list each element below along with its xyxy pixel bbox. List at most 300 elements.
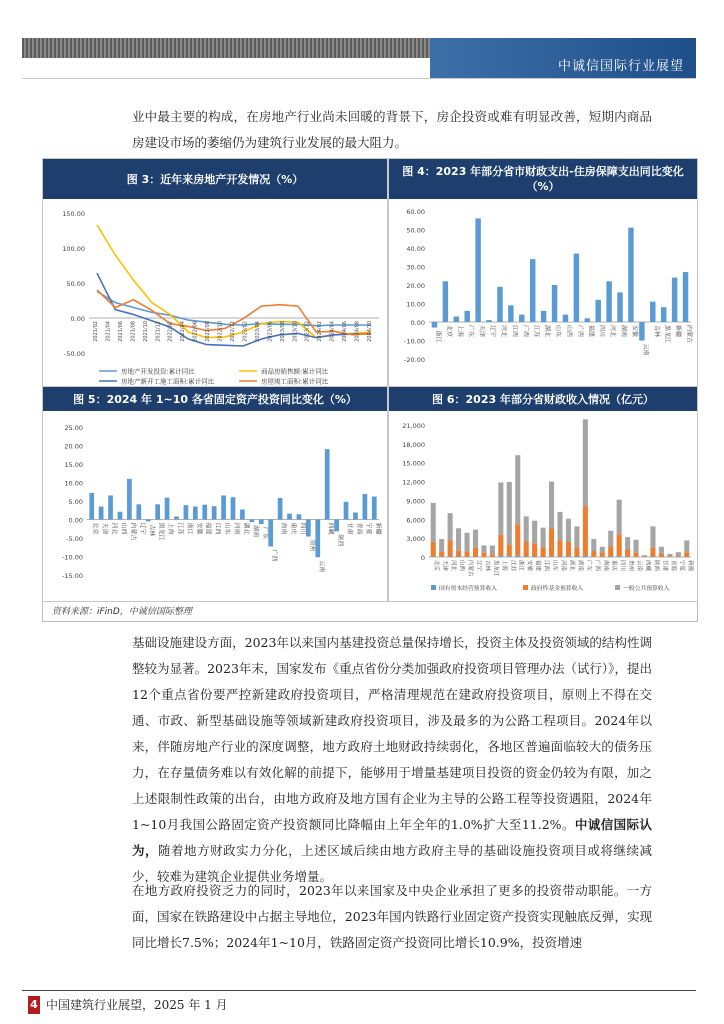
y-tick-label: 5.00 — [68, 498, 83, 506]
x-tick-label: 上海 — [167, 522, 175, 535]
page-number: 4 — [28, 996, 40, 1014]
x-tick-label: 广东 — [261, 526, 269, 539]
y-tick-label: -10.00 — [62, 553, 83, 562]
bar-北京-2 — [431, 542, 436, 556]
bar-天津-2 — [439, 552, 444, 557]
x-tick-label: 海南 — [280, 522, 288, 535]
bar-湖北-3 — [566, 519, 571, 542]
y-tick-label: 20.00 — [64, 442, 83, 451]
x-tick-label: 安徽 — [195, 522, 203, 535]
x-tick-label: 江苏 — [176, 522, 184, 535]
x-tick-label: 2021/06 — [117, 321, 124, 342]
y-tick-label: 40.00 — [406, 245, 425, 253]
x-tick-label: 2021/04 — [105, 321, 112, 342]
bar-广西-2 — [591, 551, 596, 557]
bar-新疆 — [372, 497, 377, 520]
x-tick-label: 吉林 — [483, 560, 490, 572]
x-tick-label: 北京 — [91, 522, 99, 535]
bar-四川 — [297, 514, 302, 519]
bar-湖北 — [541, 311, 546, 322]
bar-浙江-3 — [515, 455, 520, 524]
y-tick-label: -5.00 — [66, 535, 83, 543]
bar-宁夏 — [363, 494, 368, 520]
bar-广西 — [268, 520, 273, 547]
bar-湖北 — [240, 510, 245, 520]
x-tick-label: 甘肃 — [346, 522, 354, 535]
header-title: 中诚信国际行业展望 — [557, 59, 684, 74]
bar-云南-3 — [634, 540, 639, 553]
x-tick-label: 2024/06 — [342, 321, 349, 342]
bar-四川-2 — [617, 534, 622, 556]
x-tick-label: 浙江 — [517, 560, 524, 572]
chart-6-title: 图 6：2023 年部分省财政收入情况（亿元） — [389, 387, 697, 411]
x-tick-label: 2022/06 — [192, 321, 199, 342]
y-tick-label: -50.00 — [64, 350, 85, 358]
x-tick-label: 河北 — [110, 522, 118, 535]
legend-label: 一般公共预算收入 — [623, 586, 670, 592]
x-tick-label: 2024/02 — [317, 321, 324, 342]
x-tick-label: 广西 — [576, 325, 584, 338]
x-tick-label: 上海 — [500, 560, 507, 572]
x-tick-label: 湖北 — [242, 522, 250, 535]
bar-北京 — [443, 281, 448, 322]
bar-安徽-2 — [524, 541, 529, 556]
bar-海南-2 — [600, 552, 605, 556]
y-tick-label: 20.00 — [406, 282, 425, 290]
x-tick-label: 2023/12 — [304, 321, 311, 342]
x-tick-label: 辽宁 — [489, 325, 497, 338]
x-tick-label: 河北 — [609, 325, 617, 338]
bar-广东 — [259, 520, 264, 524]
bar-青海-3 — [667, 554, 672, 557]
x-tick-label: 陕西 — [336, 534, 344, 547]
series-line-2 — [97, 225, 371, 338]
x-tick-label: 贵州 — [627, 560, 634, 572]
bar-上海-3 — [498, 483, 503, 535]
y-tick-label: 12,000 — [402, 478, 425, 487]
x-tick-label: 广西 — [270, 549, 278, 562]
bar-青海-2 — [667, 556, 672, 557]
bar-天津 — [475, 218, 480, 322]
x-tick-label: 湖北 — [543, 325, 551, 338]
bar-浙江 — [184, 505, 189, 519]
y-tick-label: 6,000 — [406, 516, 425, 525]
bar-广东-2 — [583, 506, 588, 556]
bar-广东-1 — [583, 556, 588, 557]
bar-福建-2 — [532, 543, 537, 556]
x-tick-label: 新疆 — [374, 522, 382, 535]
bar-湖南 — [617, 292, 622, 322]
x-tick-label: 江苏 — [532, 325, 540, 338]
bar-广东-3 — [583, 419, 588, 506]
x-tick-label: 湖南 — [251, 525, 259, 538]
bar-内蒙古-2 — [464, 552, 469, 557]
x-tick-label: 北京 — [433, 560, 440, 572]
x-tick-label: 新疆 — [674, 325, 682, 338]
x-tick-label: 陕西 — [652, 560, 659, 572]
bar-安徽-3 — [524, 516, 529, 541]
x-tick-label: 内蒙古 — [467, 560, 474, 577]
bar-江苏-3 — [507, 482, 512, 544]
x-tick-label: 广东 — [585, 560, 592, 572]
legend-label: 房地产开发投资:累计同比 — [121, 367, 195, 376]
x-tick-label: 四川 — [598, 325, 606, 338]
bar-上海-1 — [498, 556, 503, 557]
bar-浙江-1 — [515, 556, 520, 557]
bar-黑龙江-3 — [490, 545, 495, 554]
footer-text: 中国建筑行业展望，2025 年 1 月 — [46, 998, 228, 1012]
y-tick-label: 100.00 — [62, 245, 85, 253]
bar-贵州-3 — [625, 537, 630, 549]
bar-新疆 — [672, 278, 677, 322]
x-tick-label: 内蒙古 — [129, 522, 137, 541]
bar-广西 — [519, 315, 524, 322]
bar-云南 — [315, 520, 320, 558]
bar-江西-2 — [541, 547, 546, 556]
x-tick-label: 江苏 — [509, 560, 516, 572]
x-tick-label: 2023/06 — [267, 321, 274, 342]
x-tick-label: 内蒙古 — [685, 325, 693, 344]
bar-北京 — [89, 493, 94, 520]
bar-江苏-2 — [507, 544, 512, 556]
x-tick-label: 吉林 — [148, 524, 156, 537]
bar-江西 — [212, 506, 217, 519]
y-tick-label: 9,000 — [406, 497, 425, 506]
bar-山东 — [221, 495, 226, 519]
x-tick-label: 湖南 — [576, 560, 583, 572]
bar-广西-3 — [591, 539, 596, 551]
x-tick-label: 青海 — [669, 560, 676, 572]
bar-陕西-2 — [650, 548, 655, 557]
bar-黑龙江 — [661, 307, 666, 322]
bar-上海 — [165, 498, 170, 520]
bar-广东 — [464, 311, 469, 322]
x-tick-label: 江西 — [543, 560, 550, 572]
bar-河南-3 — [557, 512, 562, 540]
y-tick-label: 18,000 — [402, 440, 425, 449]
para1-tail: 随着地方财政实力分化，上述区域后续由地方政府主导的基础设施投资项目或将继续减少，较难为建筑企业提供业务增量。 — [132, 843, 652, 884]
chart-4-svg — [389, 199, 697, 387]
bar-湖北-2 — [566, 542, 571, 556]
bar-上海 — [454, 316, 459, 322]
bar-吉林 — [146, 520, 151, 522]
bar-河北-2 — [448, 540, 453, 556]
x-tick-label: 新疆 — [686, 560, 693, 572]
y-tick-label: 25.00 — [64, 424, 83, 432]
bar-甘肃 — [344, 502, 349, 520]
x-tick-label: 广西 — [593, 560, 600, 572]
bar-江苏 — [174, 517, 179, 520]
x-tick-label: 2021/12 — [155, 321, 162, 342]
bar-辽宁 — [136, 504, 141, 519]
chart-3-svg — [43, 199, 387, 387]
y-tick-label: -20.00 — [404, 356, 425, 364]
legend-label: 商品房销售额:累计同比 — [261, 367, 329, 376]
x-tick-label: 西藏 — [644, 560, 651, 572]
x-tick-label: 福建 — [587, 325, 595, 338]
bar-山西 — [563, 315, 568, 322]
legend-label: 房屋竣工面积:累计同比 — [261, 377, 329, 386]
legend-label: 政府性基金预算收入 — [531, 586, 584, 592]
bar-海南 — [278, 498, 283, 519]
legend-swatch — [523, 585, 528, 590]
x-tick-label: 山东 — [554, 325, 562, 338]
bar-陕西 — [334, 520, 339, 532]
bar-河北-1 — [448, 556, 453, 557]
x-tick-label: 2022/02 — [167, 321, 174, 342]
y-tick-label: 21,000 — [402, 422, 425, 430]
legend-label: 国有资本经营预算收入 — [439, 586, 497, 592]
bar-天津 — [99, 507, 104, 520]
x-tick-label: 上海 — [456, 325, 464, 338]
bar-黑龙江 — [155, 504, 160, 519]
bar-内蒙古 — [683, 272, 688, 322]
bar-河北 — [497, 287, 502, 322]
bar-江西 — [508, 305, 513, 322]
y-tick-label: 50.00 — [406, 226, 425, 235]
para1-text: 基础设施建设方面，2023年以来国内基建投资总量保持增长，投资主体及投资领域的结构性调整较为显著。2023年末，国家发布《重点省份分类加强政府投资项目管理办法（试行）》，提出12个重点省份要严控新建政府投资项目，严格清理规范在建政府投资项目，原则上不得在交通、市政、新型基础设施等领域新建政府投资项目，涉及最多的为公路工程项目。2024年以来，伴随房地产行业的深度调整，地方政府土地财政持续弱化，各地区普遍面临较大的债务压力，在存量债务难以有效化解的前提下，能够用于增量基建项目投资的资金仍较为有限，加之上述限制性政策的出台，由地方政府及地方国有企业为主导的公路工程等投资遇阻，2024年1~10月我国公路固定资产投资额同比降幅由上年全年的1.0%扩大至11.2%。 — [132, 635, 652, 832]
series-line-1 — [97, 291, 371, 325]
bar-广西 — [574, 254, 579, 322]
x-tick-label: 2023/04 — [254, 321, 261, 342]
y-tick-label: 60.00 — [406, 208, 425, 216]
x-tick-label: 云南 — [641, 343, 649, 356]
x-tick-label: 浙江 — [185, 522, 193, 535]
chart-6-svg — [389, 411, 697, 601]
bar-甘肃-2 — [659, 554, 664, 557]
x-tick-label: 甘肃 — [661, 560, 668, 572]
bar-山西-2 — [456, 550, 461, 556]
body-paragraph-2: 在地方政府投资乏力的同时，2023年以来国家及中央企业承担了更多的投资带动职能。一方面，国家在铁路建设中占据主导地位，2023年国内铁路行业固定资产投资实现触底反弹，实现同比增长7.5%；2024年1~10月，铁路固定资产投资同比增长10.9%，投资增速 — [132, 883, 652, 950]
x-tick-label: 天津 — [101, 522, 109, 535]
x-tick-label: 河南 — [560, 560, 566, 572]
y-tick-label: 15.00 — [64, 461, 83, 469]
bar-辽宁 — [486, 320, 491, 322]
x-tick-label: 云南 — [636, 560, 643, 572]
bar-河北-3 — [448, 513, 453, 540]
x-tick-label: 河北 — [450, 560, 457, 572]
chart-4-title: 图 4：2023 年部分省市财政支出-住房保障支出同比变化（%） — [389, 159, 697, 199]
x-tick-label: 青海 — [355, 522, 363, 535]
bar-甘肃-3 — [659, 547, 664, 554]
figure-source: 资料来源：iFinD，中诚信国际整理 — [52, 607, 192, 617]
x-tick-label: 黑龙江 — [492, 560, 499, 577]
x-tick-label: 湖北 — [568, 560, 575, 572]
x-tick-label: 2022/12 — [230, 321, 236, 342]
bar-贵州 — [306, 520, 311, 537]
bar-河南-1 — [557, 556, 562, 557]
x-tick-label: 广西 — [521, 325, 529, 338]
bar-新疆-2 — [684, 552, 689, 556]
bar-辽宁-3 — [473, 530, 478, 548]
bar-云南-2 — [634, 553, 639, 557]
x-tick-label: 黑龙江 — [157, 522, 165, 541]
bar-宁夏-2 — [676, 556, 681, 557]
para1-highlight: 中诚信国际认为， — [132, 817, 652, 858]
x-tick-label: 2024/04 — [329, 321, 336, 342]
x-tick-label: 福建 — [204, 522, 212, 535]
footer-divider — [22, 990, 696, 991]
bar-北京-3 — [431, 503, 436, 542]
y-tick-label: 150.00 — [62, 210, 85, 218]
bar-福建 — [585, 318, 590, 322]
x-tick-label: 2021/10 — [142, 321, 149, 342]
y-tick-label: 0.00 — [410, 319, 425, 327]
bar-重庆-1 — [608, 556, 613, 557]
bar-山西 — [118, 512, 123, 520]
bar-安徽 — [628, 228, 633, 322]
bar-河北 — [606, 281, 611, 322]
bar-宁夏-3 — [676, 552, 681, 555]
bar-重庆-2 — [608, 546, 613, 556]
x-tick-label: 江西 — [214, 522, 222, 535]
bar-湖北-1 — [566, 556, 571, 557]
bar-江苏 — [530, 259, 535, 322]
x-tick-label: 福建 — [534, 560, 541, 572]
x-tick-label: 西藏 — [327, 522, 335, 535]
bar-四川-1 — [617, 556, 622, 557]
y-tick-label: 50.00 — [66, 280, 85, 288]
x-tick-label: 海南 — [602, 560, 609, 572]
bar-内蒙古 — [127, 479, 132, 520]
x-tick-label: 吉林 — [652, 325, 660, 338]
body-paragraph-1 — [132, 630, 652, 890]
x-tick-label: 重庆 — [289, 522, 297, 535]
x-tick-label: 2022/10 — [217, 321, 224, 342]
bar-山东-2 — [549, 528, 554, 556]
y-tick-label: 0 — [420, 554, 425, 562]
bar-云南 — [639, 322, 644, 341]
bar-河南 — [231, 497, 236, 519]
bar-重庆 — [287, 514, 292, 520]
y-tick-label: 3,000 — [406, 535, 425, 544]
bar-浙江-2 — [515, 524, 520, 555]
bar-山东 — [552, 285, 557, 322]
y-tick-label: 10.00 — [406, 300, 425, 309]
bar-西藏 — [325, 449, 330, 519]
x-tick-label: 辽宁 — [475, 560, 482, 572]
bar-重庆-3 — [608, 531, 613, 547]
x-tick-label: 2023/02 — [242, 321, 249, 342]
bar-辽宁-2 — [473, 548, 478, 557]
x-tick-label: 云南 — [317, 560, 325, 573]
x-tick-label: 河北 — [499, 325, 507, 338]
legend-label: 房地产新开工施工面积:累计同比 — [121, 377, 215, 386]
bar-湖南-2 — [574, 547, 579, 556]
bar-上海-2 — [498, 535, 503, 556]
x-tick-label: 湖南 — [620, 325, 628, 338]
x-tick-label: 安徽 — [630, 325, 638, 338]
legend-swatch — [615, 585, 620, 590]
bar-山东-3 — [549, 482, 554, 529]
x-tick-label: 贵州 — [308, 539, 316, 552]
chart-3-title: 图 3：近年来房地产开发情况（%） — [43, 159, 387, 199]
bar-吉林-2 — [481, 552, 486, 556]
bar-湖南-3 — [574, 526, 579, 547]
x-tick-label: 山东 — [223, 522, 231, 535]
bar-陕西-1 — [650, 556, 655, 557]
y-tick-label: -10.00 — [404, 337, 425, 346]
x-tick-label: 河南 — [233, 522, 240, 535]
x-tick-label: 江西 — [510, 325, 518, 338]
header-divider — [22, 78, 696, 79]
x-tick-label: 2024/08 — [354, 321, 361, 342]
bar-河南-2 — [557, 540, 562, 556]
chart-5-title: 图 5：2024 年 1~10 各省固定资产投资同比变化（%） — [43, 387, 387, 411]
bar-河北 — [108, 495, 113, 519]
bar-吉林 — [650, 302, 655, 322]
bar-西藏-3 — [642, 555, 647, 557]
bar-四川 — [595, 300, 600, 322]
x-tick-label: 山西 — [458, 560, 465, 572]
x-tick-label: 山西 — [565, 325, 573, 338]
chart-5-svg — [43, 411, 387, 601]
x-tick-label: 山东 — [551, 560, 558, 572]
bar-海南-3 — [600, 547, 605, 553]
y-tick-label: 10.00 — [64, 479, 83, 488]
x-tick-label: 2023/08 — [279, 321, 286, 342]
x-tick-label: 天津 — [478, 325, 486, 338]
x-tick-label: 2023/10 — [292, 321, 299, 342]
y-tick-label: 30.00 — [406, 263, 425, 272]
bar-湖南 — [249, 520, 254, 523]
bar-陕西-3 — [650, 526, 655, 547]
bar-山西-3 — [456, 528, 461, 550]
bar-四川-3 — [617, 500, 622, 535]
bar-江苏-1 — [507, 556, 512, 557]
bar-青海 — [353, 512, 358, 519]
x-tick-label: 重庆 — [610, 560, 617, 572]
bar-山东-1 — [549, 556, 554, 557]
y-tick-label: -15.00 — [62, 572, 83, 580]
bar-江西-3 — [541, 528, 546, 547]
chart-4-panel — [388, 158, 698, 388]
bar-福建 — [202, 505, 207, 520]
x-tick-label: 广东 — [467, 325, 475, 338]
x-tick-label: 四川 — [619, 560, 626, 572]
x-tick-label: 黑龙江 — [663, 325, 671, 344]
bar-新疆-3 — [684, 540, 689, 552]
x-tick-label: 2021/08 — [130, 321, 137, 342]
bar-贵州-2 — [625, 549, 630, 557]
x-tick-label: 宁夏 — [678, 560, 685, 572]
intro-paragraph: 业中最主要的构成，在房地产行业尚未回暖的背景下，房企投资或难有明显改善，短期内商品房建设市场的萎缩仍为建筑行业发展的最大阻力。 — [132, 109, 652, 150]
x-tick-label: 辽宁 — [138, 522, 146, 535]
bar-吉林-3 — [481, 545, 486, 552]
x-tick-label: 山西 — [119, 522, 127, 535]
bar-安徽 — [193, 507, 198, 520]
bar-北京-1 — [431, 556, 436, 557]
x-tick-label: 2024/10 — [367, 321, 373, 342]
bar-浙江 — [432, 322, 437, 328]
legend-swatch — [431, 585, 436, 590]
y-tick-label: 0.00 — [68, 516, 83, 525]
x-tick-label: 北京 — [445, 325, 453, 338]
bar-内蒙古-3 — [464, 533, 469, 552]
x-tick-label: 2021/02 — [93, 321, 99, 342]
x-tick-label: 2022/04 — [180, 321, 187, 342]
x-tick-label: 宁夏 — [364, 522, 372, 535]
x-tick-label: 浙江 — [434, 330, 442, 343]
chart-3-panel — [42, 158, 388, 388]
y-tick-label: 0.00 — [70, 315, 85, 323]
y-tick-label: 15,000 — [402, 459, 425, 468]
x-tick-label: 2022/08 — [205, 321, 212, 342]
chart-6-panel — [388, 386, 698, 602]
chart-5-panel — [42, 386, 388, 602]
x-tick-label: 四川 — [298, 522, 306, 535]
bar-天津-3 — [439, 539, 444, 552]
